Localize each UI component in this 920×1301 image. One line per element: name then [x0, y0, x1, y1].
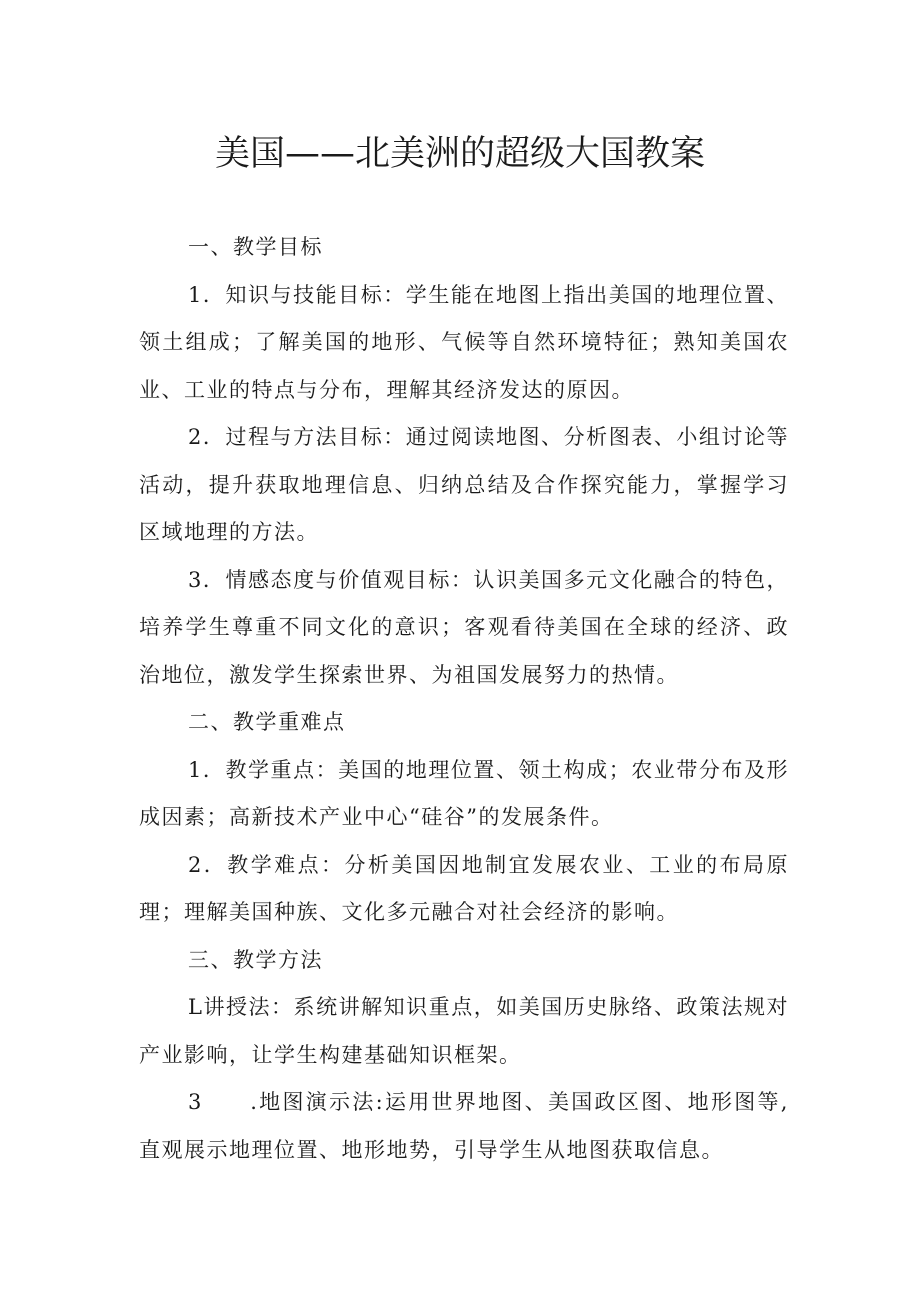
paragraph-difficult-point: 2．教学难点：分析美国因地制宜发展农业、工业的布局原理；理解美国种族、文化多元融合对社会经济的影响。	[139, 852, 789, 924]
section-heading-key-points: 二、教学重难点	[188, 710, 346, 734]
paragraph-key-point: 1．教学重点：美国的地理位置、领土构成；农业带分布及形成因素；高新技术产业中心“硅谷”的发展条件。	[139, 757, 789, 829]
section-heading-methods: 三、教学方法	[188, 947, 323, 972]
paragraph-map-method: 3 .地图演示法:运用世界地图、美国政区图、地形图等,直观展示地理位置、地形地势，引导学生从地图获取信息。	[139, 1090, 789, 1162]
section-heading-objectives: 一、教学目标	[188, 235, 323, 259]
document-title: 美国——北美洲的超级大国教案	[214, 134, 705, 174]
document-body	[139, 224, 789, 1174]
paragraph-lecture-method: L讲授法：系统讲解知识重点，如美国历史脉络、政策法规对产业影响，让学生构建基础知识框架。	[139, 995, 789, 1067]
paragraph-emotion-goal: 3．情感态度与价值观目标：认识美国多元文化融合的特色，培养学生尊重不同文化的意识；客观看待美国在全球的经济、政治地位，激发学生探索世界、为祖国发展努力的热情。	[139, 567, 789, 687]
paragraph-knowledge-goal: 1．知识与技能目标：学生能在地图上指出美国的地理位置、领土组成；了解美国的地形、气候等自然环境特征；熟知美国农业、工业的特点与分布，理解其经济发达的原因。	[139, 282, 789, 402]
paragraph-process-goal: 2．过程与方法目标：通过阅读地图、分析图表、小组讨论等活动，提升获取地理信息、归纳总结及合作探究能力，掌握学习区域地理的方法。	[139, 425, 789, 544]
